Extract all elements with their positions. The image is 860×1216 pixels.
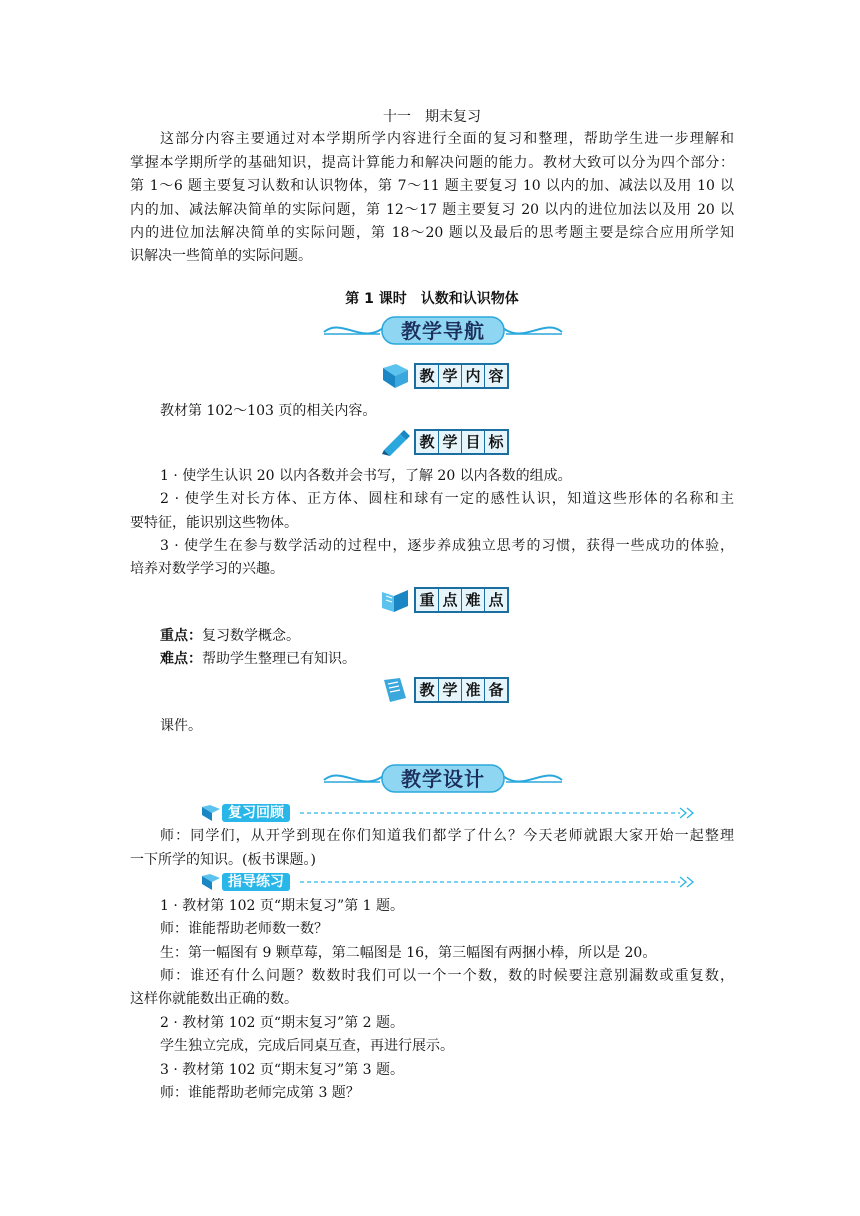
- section-prep-heading: [380, 676, 509, 704]
- difficult-label: 难点：: [160, 651, 202, 667]
- intro-line: 识解决一些简单的实际问题。: [130, 248, 312, 264]
- practice-line: 生：第一幅图有 9 颗草莓，第二幅图是 16，第三幅图有两捆小棒，所以是 20。: [160, 945, 657, 961]
- practice-line: 师：谁能帮助老师完成第 3 题？: [160, 1085, 360, 1101]
- pencil-icon: [380, 428, 410, 456]
- teaching-design-banner: [320, 760, 566, 796]
- heading-char: 目: [462, 431, 485, 453]
- intro-line: 内的加、减法解决简单的实际问题，第 12～17 题主要复习 20 以内的进位加法以及用 20 以: [130, 202, 734, 218]
- heading-char: 备: [488, 681, 504, 699]
- open-book-icon: [380, 586, 410, 614]
- heading-char: 教: [416, 679, 439, 701]
- heading-char: 教: [416, 431, 439, 453]
- section-content-heading: [380, 362, 509, 390]
- chapter-title: 十一 期末复习: [383, 109, 481, 125]
- heading-char: 点: [439, 589, 462, 611]
- practice-line: 2 · 教材第 102 页“期末复习”第 2 题。: [160, 1015, 405, 1031]
- heading-char: 学: [439, 431, 462, 453]
- practice-line: 学生独立完成，完成后同桌互查，再进行展示。: [160, 1038, 454, 1054]
- document-icon: [380, 676, 410, 704]
- review-tag: [200, 803, 290, 823]
- practice-tag: [200, 872, 290, 892]
- goal-line: 1 · 使学生认识 20 以内各数并会书写，了解 20 以内各数的组成。: [160, 468, 572, 484]
- practice-line: 1 · 教材第 102 页“期末复习”第 1 题。: [160, 898, 405, 914]
- heading-char: 准: [462, 679, 485, 701]
- book-icon: [380, 362, 410, 390]
- heading-char: 学: [439, 679, 462, 701]
- review-line: 一下所学的知识。(板书课题。): [130, 852, 316, 868]
- banner-title: 教学导航: [401, 319, 485, 343]
- heading-char: 重: [416, 589, 439, 611]
- intro-line: 第 1～6 题主要复习认数和认识物体，第 7～11 题主要复习 10 以内的加、减法以及用 10 以: [130, 178, 734, 194]
- intro-line: 这部分内容主要通过对本学期所学内容进行全面的复习和整理，帮助学生进一步理解和: [160, 131, 734, 147]
- heading-char: 容: [488, 367, 504, 385]
- heading-char: 点: [488, 591, 504, 609]
- difficult-point: [160, 650, 764, 668]
- practice-line: 师：谁能帮助老师数一数？: [160, 921, 328, 937]
- banner-title: 教学设计: [401, 767, 485, 791]
- lesson-title: 第 1 课时 认数和认识物体: [345, 291, 519, 307]
- practice-line: 这样你就能数出正确的数。: [130, 991, 298, 1007]
- practice-tag-label: 指导练习: [222, 873, 290, 891]
- section-goals-heading: [380, 428, 509, 456]
- heading-char: 学: [439, 365, 462, 387]
- book-icon: [200, 872, 222, 892]
- dashed-arrow-divider: [300, 875, 696, 889]
- review-line: 师：同学们，从开学到现在你们知道我们都学了什么？今天老师就跟大家开始一起整理: [160, 828, 734, 844]
- practice-line: 师：谁还有什么问题？数数时我们可以一个一个数，数的时候要注意别漏数或重复数，: [160, 968, 734, 984]
- key-point: [160, 627, 764, 645]
- goal-line: 2 · 使学生对长方体、正方体、圆柱和球有一定的感性认识，知道这些形体的名称和主: [160, 491, 734, 507]
- content-text: 教材第 102～103 页的相关内容。: [160, 403, 377, 419]
- intro-line: 掌握本学期所学的基础知识，提高计算能力和解决问题的能力。教材大致可以分为四个部分：: [130, 155, 734, 171]
- book-icon: [200, 803, 222, 823]
- heading-char: 标: [488, 433, 504, 451]
- key-label: 重点：: [160, 628, 202, 644]
- intro-line: 内的进位加法解决简单的实际问题，第 18～20 题以及最后的思考题主要是综合应用所学知: [130, 225, 734, 241]
- heading-char: 内: [462, 365, 485, 387]
- section-key-heading: [380, 586, 509, 614]
- heading-char: 教: [416, 365, 439, 387]
- goal-line: 要特征，能识别这些物体。: [130, 515, 298, 531]
- prep-text: 课件。: [160, 718, 202, 734]
- dashed-arrow-divider: [300, 806, 696, 820]
- practice-line: 3 · 教材第 102 页“期末复习”第 3 题。: [160, 1062, 405, 1078]
- difficult-text: 帮助学生整理已有知识。: [202, 651, 356, 667]
- teaching-guide-banner: [320, 312, 566, 348]
- heading-char: 难: [462, 589, 485, 611]
- key-text: 复习数学概念。: [202, 628, 300, 644]
- goal-line: 3 · 使学生在参与数学活动的过程中，逐步养成独立思考的习惯，获得一些成功的体验，: [160, 538, 734, 554]
- goal-line: 培养对数学学习的兴趣。: [130, 561, 284, 577]
- review-tag-label: 复习回顾: [222, 804, 290, 822]
